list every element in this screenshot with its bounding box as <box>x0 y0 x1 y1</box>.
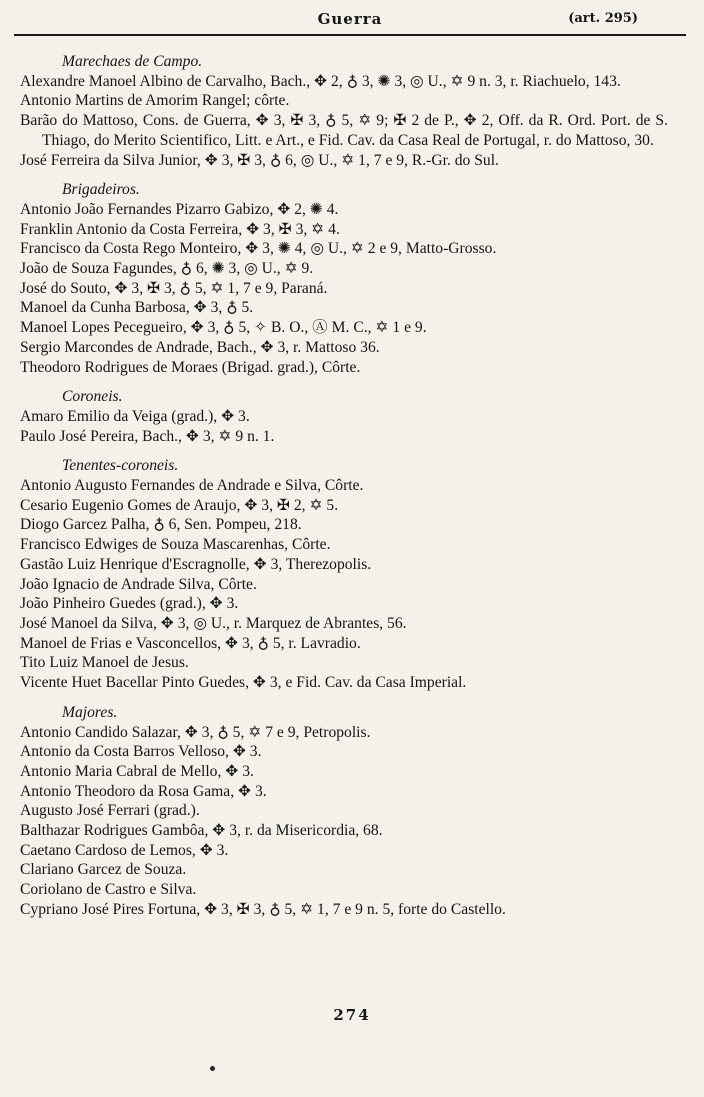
roster-entry: Balthazar Rodrigues Gambôa, ✥ 3, r. da Misericordia, 68. <box>20 822 383 840</box>
roster-entry: Manoel de Frias e Vasconcellos, ✥ 3, ♁ 5, r. Lavradio. <box>20 634 361 652</box>
roster-entry: Cypriano José Pires Fortuna, ✥ 3, ✠ 3, ♁ 5, ✡ 1, 7 e 9 n. 5, forte do Castello. <box>20 900 506 918</box>
roster-entry: Alexandre Manoel Albino de Carvalho, Bach., ✥ 2, ♁ 3, ✺ 3, ◎ U., ✡ 9 n. 3, r. Riachuelo, 143. <box>20 72 621 90</box>
roster-entry: Caetano Cardoso de Lemos, ✥ 3. <box>20 841 229 859</box>
roster-entry: Antonio Theodoro da Rosa Gama, ✥ 3. <box>20 782 267 800</box>
ink-dot <box>210 1066 215 1071</box>
section <box>20 703 668 920</box>
section <box>20 180 668 377</box>
roster-entry: José Manoel da Silva, ✥ 3, ◎ U., r. Marquez de Abrantes, 56. <box>20 614 407 632</box>
roster-entry: Vicente Huet Bacellar Pinto Guedes, ✥ 3, e Fid. Cav. da Casa Imperial. <box>20 674 467 692</box>
roster-entry: Antonio da Costa Barros Velloso, ✥ 3. <box>20 743 262 761</box>
roster-entry: Gastão Luiz Henrique d'Escragnolle, ✥ 3, Therezopolis. <box>20 555 372 573</box>
roster-entry: Theodoro Rodrigues de Moraes (Brigad. grad.), Côrte. <box>20 358 361 376</box>
roster-entry: Cesario Eugenio Gomes de Araujo, ✥ 3, ✠ 2, ✡ 5. <box>20 496 339 514</box>
roster-entry: Antonio Martins de Amorim Rangel; côrte. <box>20 92 290 110</box>
roster-entry: Sergio Marcondes de Andrade, Bach., ✥ 3, r. Mattoso 36. <box>20 338 380 356</box>
page-number: 274 <box>333 1006 371 1024</box>
roster-entry: Tito Luiz Manoel de Jesus. <box>20 654 189 672</box>
document-body <box>20 52 668 920</box>
header-rule <box>14 34 686 36</box>
roster-entry: Clariano Garcez de Souza. <box>20 861 187 879</box>
section-title: Coroneis. <box>62 388 123 406</box>
roster-entry: Manoel da Cunha Barbosa, ✥ 3, ♁ 5. <box>20 299 254 317</box>
roster-entry: João Ignacio de Andrade Silva, Côrte. <box>20 575 257 593</box>
roster-entry: Franklin Antonio da Costa Ferreira, ✥ 3, ✠ 3, ✡ 4. <box>20 220 340 238</box>
section-title: Majores. <box>62 703 118 721</box>
section-title: Marechaes de Campo. <box>62 53 203 70</box>
roster-entry: João de Souza Fagundes, ♁ 6, ✺ 3, ◎ U., ✡ 9. <box>20 260 314 278</box>
page-header <box>14 6 686 32</box>
roster-entry: José do Souto, ✥ 3, ✠ 3, ♁ 5, ✡ 1, 7 e 9, Paraná. <box>20 279 328 297</box>
roster-entry: Francisco Edwiges de Souza Mascarenhas, Côrte. <box>20 536 331 554</box>
article-reference: (art. 295) <box>568 11 638 26</box>
section-title: Brigadeiros. <box>62 181 140 199</box>
section <box>20 387 668 446</box>
roster-entry: José Ferreira da Silva Junior, ✥ 3, ✠ 3, ♁ 6, ◎ U., ✡ 1, 7 e 9, R.-Gr. do Sul. <box>20 151 499 169</box>
roster-entry: Antonio Candido Salazar, ✥ 3, ♁ 5, ✡ 7 e 9, Petropolis. <box>20 723 371 741</box>
roster-entry: Barão do Mattoso, Cons. de Guerra, ✥ 3, ✠ 3, ♁ 5, ✡ 9; ✠ 2 de P., ✥ 2, Off. da R. Ord. Port. de S. Thiago, do Merito Scientifico, Litt. e Art., e Fid. Cav. da Casa Real de Portugal, r. do Mattoso, 30. <box>20 112 668 149</box>
roster-entry: Antonio João Fernandes Pizarro Gabizo, ✥ 2, ✺ 4. <box>20 200 339 218</box>
roster-entry: Diogo Garcez Palha, ♁ 6, Sen. Pompeu, 218. <box>20 516 302 534</box>
roster-entry: Antonio Maria Cabral de Mello, ✥ 3. <box>20 762 254 780</box>
roster-entry: João Pinheiro Guedes (grad.), ✥ 3. <box>20 595 239 613</box>
roster-entry: Augusto José Ferrari (grad.). <box>20 802 200 820</box>
roster-entry: Amaro Emilio da Veiga (grad.), ✥ 3. <box>20 407 250 425</box>
section-title: Tenentes-coroneis. <box>62 457 179 475</box>
roster-entry: Paulo José Pereira, Bach., ✥ 3, ✡ 9 n. 1. <box>20 427 275 445</box>
roster-entry: Manoel Lopes Pecegueiro, ✥ 3, ♁ 5, ✧ B. O., Ⓐ M. C., ✡ 1 e 9. <box>20 319 427 337</box>
roster-entry: Coriolano de Castro e Silva. <box>20 881 197 899</box>
roster-entry: Francisco da Costa Rego Monteiro, ✥ 3, ✺ 4, ◎ U., ✡ 2 e 9, Matto-Grosso. <box>20 240 497 258</box>
section <box>20 52 668 170</box>
page-title: Guerra <box>317 10 383 28</box>
roster-entry: Antonio Augusto Fernandes de Andrade e Silva, Côrte. <box>20 477 364 495</box>
section <box>20 456 668 692</box>
